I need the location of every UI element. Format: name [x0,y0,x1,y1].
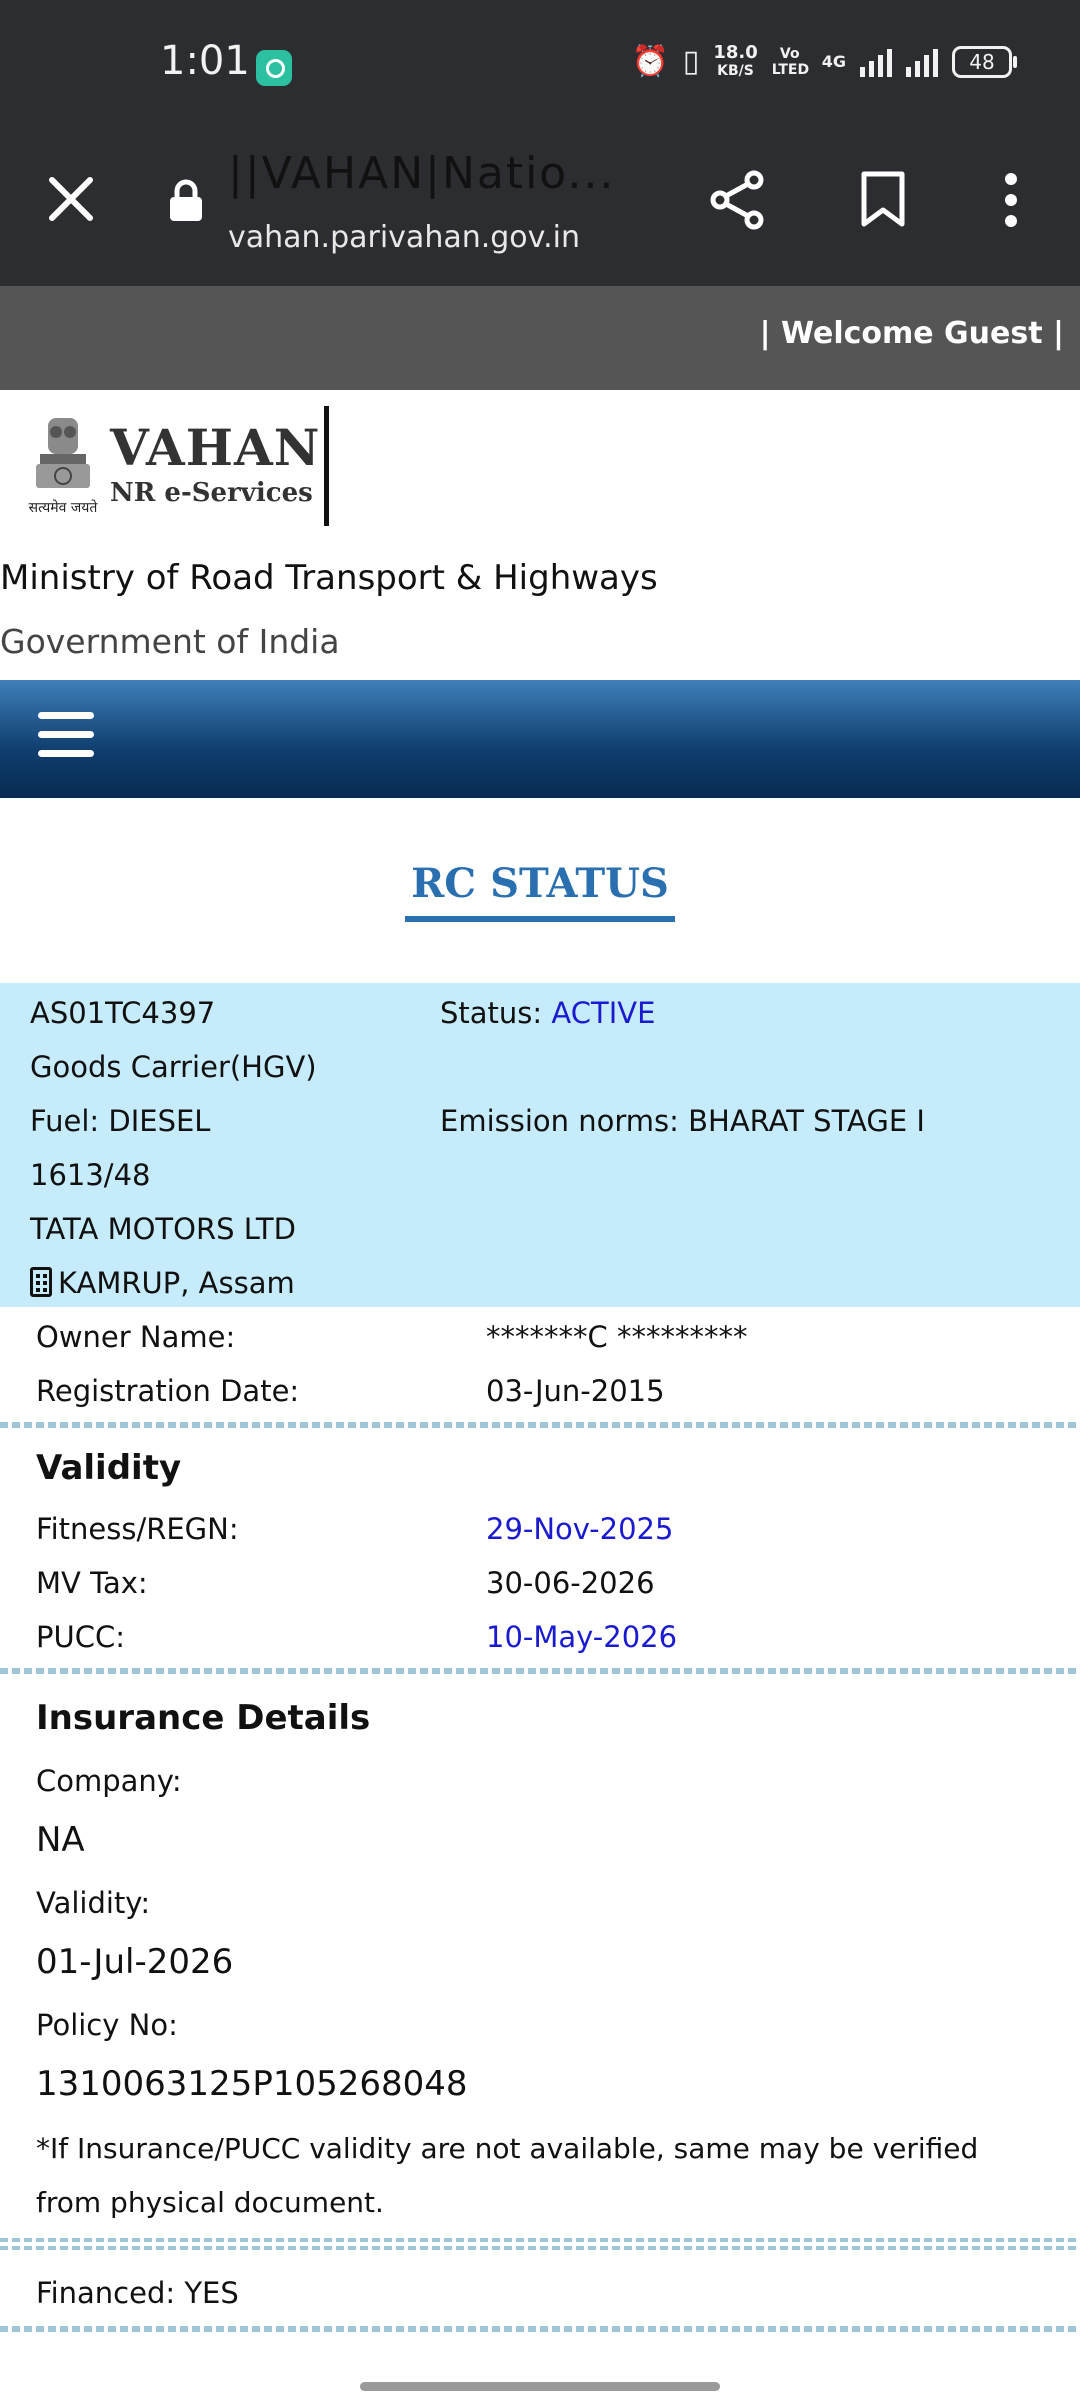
nav-bar [0,680,1080,798]
browser-toolbar [0,120,1080,286]
volte-indicator: Vo LTED [771,46,810,78]
insurance-validity-label: Validity: [36,1886,151,1920]
rto-row [30,1266,295,1300]
page-title: RC STATUS [411,860,669,907]
welcome-bar [0,286,1080,390]
net-speed [713,44,757,80]
owner-name-label: Owner Name: [36,1320,236,1354]
logo-divider [324,406,329,526]
office-building-icon [30,1267,52,1297]
registration-date-label: Registration Date: [36,1374,300,1408]
welcome-text: | Welcome Guest | [759,316,1064,351]
registration-date-value: 03-Jun-2015 [486,1374,665,1408]
signal-icon [860,47,892,77]
fitness-label: Fitness/REGN: [36,1512,239,1546]
mv-tax-value: 30-06-2026 [486,1566,655,1600]
insurance-company-value: NA [36,1820,85,1860]
policy-number-label: Policy No: [36,2008,178,2042]
url-text[interactable]: vahan.parivahan.gov.in [228,220,580,255]
menu-icon[interactable] [38,712,94,762]
close-icon[interactable] [46,174,96,224]
validity-heading: Validity [36,1448,182,1488]
insurance-note-line1: *If Insurance/PUCC validity are not available, same may be verified [36,2132,979,2165]
divider [0,2238,1080,2250]
vehicle-class: Goods Carrier(HGV) [30,1050,317,1084]
rto-location: KAMRUP, Assam [58,1266,295,1300]
signal-icon-2 [906,47,938,77]
vahan-logo [110,420,320,510]
share-icon[interactable] [708,170,768,230]
financed-status: Financed: YES [36,2276,239,2310]
emission-norms: Emission norms: BHARAT STAGE I [440,1104,925,1138]
net-speed-value: 18.0 [713,42,758,63]
home-gesture-bar[interactable] [360,2382,720,2391]
fuel-type: Fuel: DIESEL [30,1104,211,1138]
insurance-note-line2: from physical document. [36,2186,384,2219]
national-emblem-icon [18,412,108,522]
logo-subtitle: NR e-Services [110,478,313,508]
status-label: Status: [440,996,543,1030]
app-notification-icon [256,50,292,86]
more-options-icon[interactable] [1000,170,1022,230]
vehicle-maker: TATA MOTORS LTD [30,1212,296,1246]
tab-title[interactable]: ||VAHAN|Natio... [228,148,616,199]
vibrate-icon: ▯ [682,44,700,79]
policy-number-value: 1310063125P105268048 [36,2064,468,2104]
status-icons [631,44,1012,80]
alarm-icon: ⏰ [631,44,669,79]
mv-tax-label: MV Tax: [36,1566,148,1600]
vehicle-model: 1613/48 [30,1158,151,1192]
pucc-label: PUCC: [36,1620,125,1654]
vehicle-summary [0,983,1080,1307]
logo-title: VAHAN [110,418,321,477]
ministry-name: Ministry of Road Transport & Highways [0,558,658,598]
insurance-validity-value: 01-Jul-2026 [36,1942,234,1982]
status-value: ACTIVE [551,996,656,1030]
insurance-heading: Insurance Details [36,1698,371,1738]
status-bar [0,0,1080,120]
divider [0,2326,1080,2332]
bookmark-icon[interactable] [860,170,906,228]
divider [0,1668,1080,1674]
status-time: 1:01 [160,38,250,84]
government-name: Government of India [0,622,340,661]
emblem-motto: सत्यमेव जयते [28,500,98,516]
title-underline [405,916,675,922]
registration-number: AS01TC4397 [30,996,216,1030]
owner-name-value: *******C ********* [486,1320,748,1354]
battery-icon: 48 [952,46,1012,78]
insurance-company-label: Company: [36,1764,182,1798]
net-speed-unit: KB/S [717,63,754,79]
lock-icon [168,178,204,222]
divider [0,1422,1080,1428]
fitness-value: 29-Nov-2025 [486,1512,674,1546]
network-type: 4G [821,52,846,71]
status-row [440,996,655,1030]
pucc-value: 10-May-2026 [486,1620,678,1654]
